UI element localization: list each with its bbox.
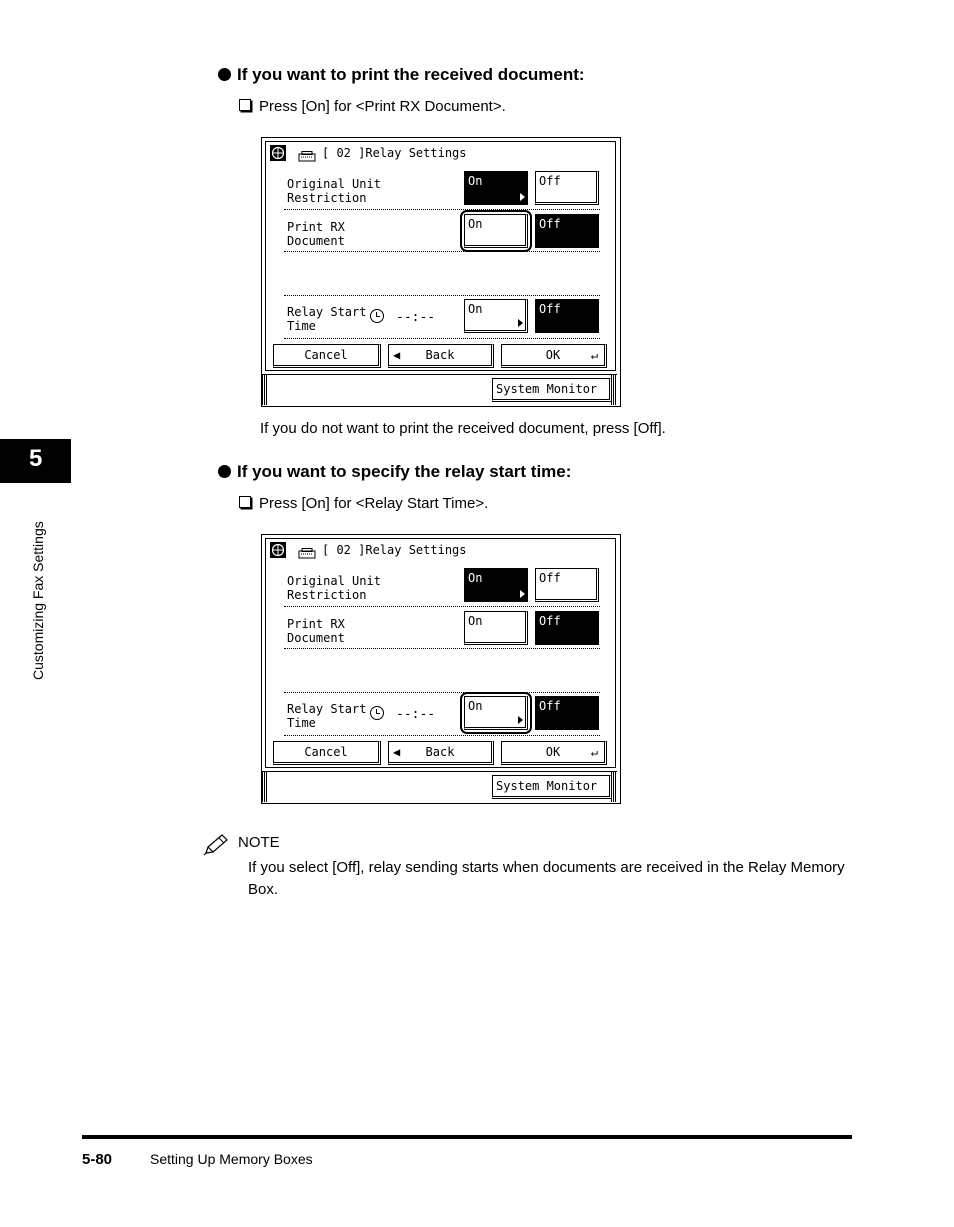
print-rx-off-button[interactable]: Off <box>535 611 599 645</box>
clock-icon <box>370 706 384 720</box>
relay-start-off-button[interactable]: Off <box>535 299 599 333</box>
relay-start-time-label: Relay Start Time <box>287 305 367 333</box>
footer-rule <box>82 1135 852 1139</box>
arrow-right-icon <box>518 716 523 724</box>
footer-section-title: Setting Up Memory Boxes <box>150 1151 313 1167</box>
note-text: If you select [Off], relay sending starts when documents are received in the Relay Memory Box. <box>248 859 845 898</box>
screen-body <box>265 141 616 371</box>
print-rx-on-button[interactable]: On <box>464 214 528 248</box>
relay-settings-screen-1 <box>261 137 621 407</box>
side-strip <box>262 772 268 802</box>
original-unit-off-button[interactable]: Off <box>535 171 599 205</box>
enter-icon: ↵ <box>590 745 598 759</box>
clock-icon <box>370 309 384 323</box>
enter-icon: ↵ <box>590 348 598 362</box>
arrow-right-icon <box>518 319 523 327</box>
settings-icon <box>270 145 286 161</box>
original-unit-off-button[interactable]: Off <box>535 568 599 602</box>
bullet-icon <box>218 465 231 478</box>
bullet-icon <box>218 68 231 81</box>
original-unit-restriction-label: Original Unit Restriction <box>287 574 381 602</box>
divider <box>284 209 600 210</box>
checkbox-icon <box>239 99 251 111</box>
section1-heading: If you want to print the received document: <box>218 65 585 85</box>
status-bar <box>262 374 617 405</box>
section2-step: Press [On] for <Relay Start Time>. <box>239 495 488 512</box>
chapter-tab <box>0 439 71 483</box>
back-button[interactable]: ◀ Back <box>388 344 494 368</box>
relay-settings-screen-2 <box>261 534 621 804</box>
section2-heading: If you want to specify the relay start time: <box>218 462 571 482</box>
back-arrow-icon: ◀ <box>393 348 401 362</box>
print-rx-document-label: Print RX Document <box>287 617 345 645</box>
system-monitor-button[interactable]: System Monitor <box>492 775 612 799</box>
pencil-icon <box>202 833 230 857</box>
original-unit-on-button[interactable]: On <box>464 568 528 602</box>
print-rx-off-button[interactable]: Off <box>535 214 599 248</box>
relay-start-time-value: --:-- <box>396 310 436 325</box>
cancel-button[interactable]: Cancel <box>273 741 381 765</box>
ok-button[interactable]: OK ↵ <box>501 741 607 765</box>
divider <box>284 648 600 649</box>
relay-start-time-label: Relay Start Time <box>287 702 367 730</box>
divider <box>284 735 600 736</box>
relay-start-time-value: --:-- <box>396 707 436 722</box>
checkbox-icon <box>239 496 251 508</box>
page-number: 5-80 <box>82 1151 113 1168</box>
relay-start-off-button[interactable]: Off <box>535 696 599 730</box>
print-rx-on-button[interactable]: On <box>464 611 528 645</box>
ok-button[interactable]: OK ↵ <box>501 344 607 368</box>
divider <box>284 692 600 693</box>
arrow-right-icon <box>520 193 525 201</box>
original-unit-on-button[interactable]: On <box>464 171 528 205</box>
divider <box>284 251 600 252</box>
original-unit-restriction-label: Original Unit Restriction <box>287 177 381 205</box>
back-arrow-icon: ◀ <box>393 745 401 759</box>
cancel-button[interactable]: Cancel <box>273 344 381 368</box>
arrow-right-icon <box>520 590 525 598</box>
note-label: NOTE <box>238 834 280 851</box>
print-rx-document-label: Print RX Document <box>287 220 345 248</box>
fax-icon <box>298 548 316 559</box>
screen-title: [ 02 ]Relay Settings <box>322 543 467 557</box>
system-monitor-button[interactable]: System Monitor <box>492 378 612 402</box>
chapter-title: Customizing Fax Settings <box>30 521 46 680</box>
divider <box>284 606 600 607</box>
status-bar <box>262 771 617 802</box>
screen-title: [ 02 ]Relay Settings <box>322 146 467 160</box>
back-button[interactable]: ◀ Back <box>388 741 494 765</box>
chapter-number: 5 <box>29 445 43 472</box>
screen-body <box>265 538 616 768</box>
relay-start-on-button[interactable]: On <box>464 696 528 730</box>
divider <box>284 295 600 296</box>
relay-start-on-button[interactable]: On <box>464 299 528 333</box>
divider <box>284 338 600 339</box>
settings-icon <box>270 542 286 558</box>
section1-note: If you do not want to print the received document, press [Off]. <box>260 420 666 437</box>
fax-icon <box>298 151 316 162</box>
section1-step: Press [On] for <Print RX Document>. <box>239 98 506 115</box>
side-strip <box>262 375 268 405</box>
